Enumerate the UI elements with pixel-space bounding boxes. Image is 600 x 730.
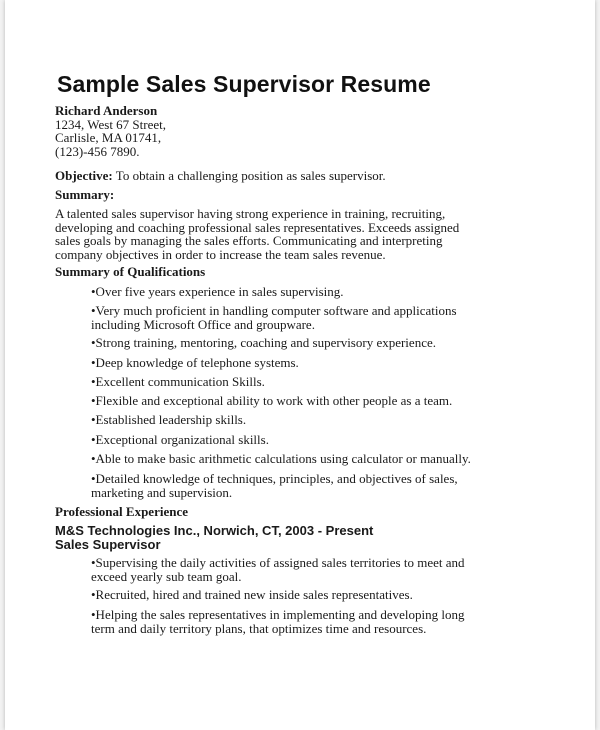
summary-line: A talented sales supervisor having strong experience in training, recruiting, <box>55 206 446 221</box>
qualification-text: including Microsoft Office and groupware. <box>91 316 315 332</box>
qualification-item <box>91 304 551 331</box>
qualification-text: •Excellent communication Skills. <box>91 374 265 389</box>
qualification-item <box>91 336 551 350</box>
objective-text: To obtain a challenging position as sales supervisor. <box>112 168 386 183</box>
summary-label: Summary: <box>55 187 115 202</box>
job-role: Sales Supervisor <box>55 536 161 552</box>
job-header <box>55 524 373 551</box>
qualification-item <box>91 375 551 389</box>
summary-line: developing and coaching professional sales representatives. Exceeds assigned <box>55 219 460 235</box>
qualification-item <box>91 394 551 408</box>
qualification-text: •Deep knowledge of telephone systems. <box>91 355 299 370</box>
qualification-text: •Able to make basic arithmetic calculations using calculator or manually. <box>91 451 471 466</box>
contact-phone: (123)-456 7890. <box>55 143 140 159</box>
qualification-text: •Over five years experience in sales supervising. <box>91 284 344 299</box>
summary-line: sales goals by managing the sales efforts. Communicating and interpreting <box>55 233 443 248</box>
summary-heading-block <box>55 188 114 202</box>
experience-item <box>91 608 551 635</box>
experience-text: •Recruited, hired and trained new inside sales representatives. <box>91 587 413 602</box>
experience-label: Professional Experience <box>55 504 188 519</box>
experience-text: •Supervising the daily activities of assigned sales territories to meet and <box>91 555 465 570</box>
contact-name: Richard Anderson <box>55 103 158 118</box>
qualifications-heading-block <box>55 265 205 279</box>
experience-item <box>91 588 551 602</box>
qualification-text: •Exceptional organizational skills. <box>91 432 269 447</box>
qualification-text: marketing and supervision. <box>91 484 233 500</box>
qualification-item <box>91 356 551 370</box>
contact-block <box>55 104 166 158</box>
contact-street: 1234, West 67 Street, <box>55 116 167 132</box>
qualification-text: •Flexible and exceptional ability to work with other people as a team. <box>91 393 453 408</box>
qualification-text: •Strong training, mentoring, coaching and supervisory experience. <box>91 335 436 350</box>
qualification-item <box>91 452 551 466</box>
qualification-text: •Established leadership skills. <box>91 412 247 427</box>
summary-section <box>55 207 459 261</box>
objective-label: Objective: <box>55 168 113 183</box>
qualification-item <box>91 413 551 427</box>
experience-text: exceed yearly sub team goal. <box>91 568 242 584</box>
objective-section <box>55 169 386 183</box>
qualification-item <box>91 472 551 499</box>
qualifications-label: Summary of Qualifications <box>55 264 206 279</box>
contact-city: Carlisle, MA 01741, <box>55 130 162 145</box>
qualification-item <box>91 433 551 447</box>
experience-text: •Helping the sales representatives in implementing and developing long <box>91 607 465 622</box>
page-title: Sample Sales Supervisor Resume <box>57 71 431 97</box>
experience-text: term and daily territory plans, that optimizes time and resources. <box>91 620 427 636</box>
experience-item <box>91 556 551 583</box>
experience-section <box>55 505 188 519</box>
company-line: M&S Technologies Inc., Norwich, CT, 2003 - Present <box>55 523 374 538</box>
qualification-item <box>91 285 551 299</box>
qualification-text: •Detailed knowledge of techniques, principles, and objectives of sales, <box>91 471 458 486</box>
qualification-text: •Very much proficient in handling computer software and applications <box>91 303 457 318</box>
summary-line: company objectives in order to increase the team sales revenue. <box>55 246 386 262</box>
